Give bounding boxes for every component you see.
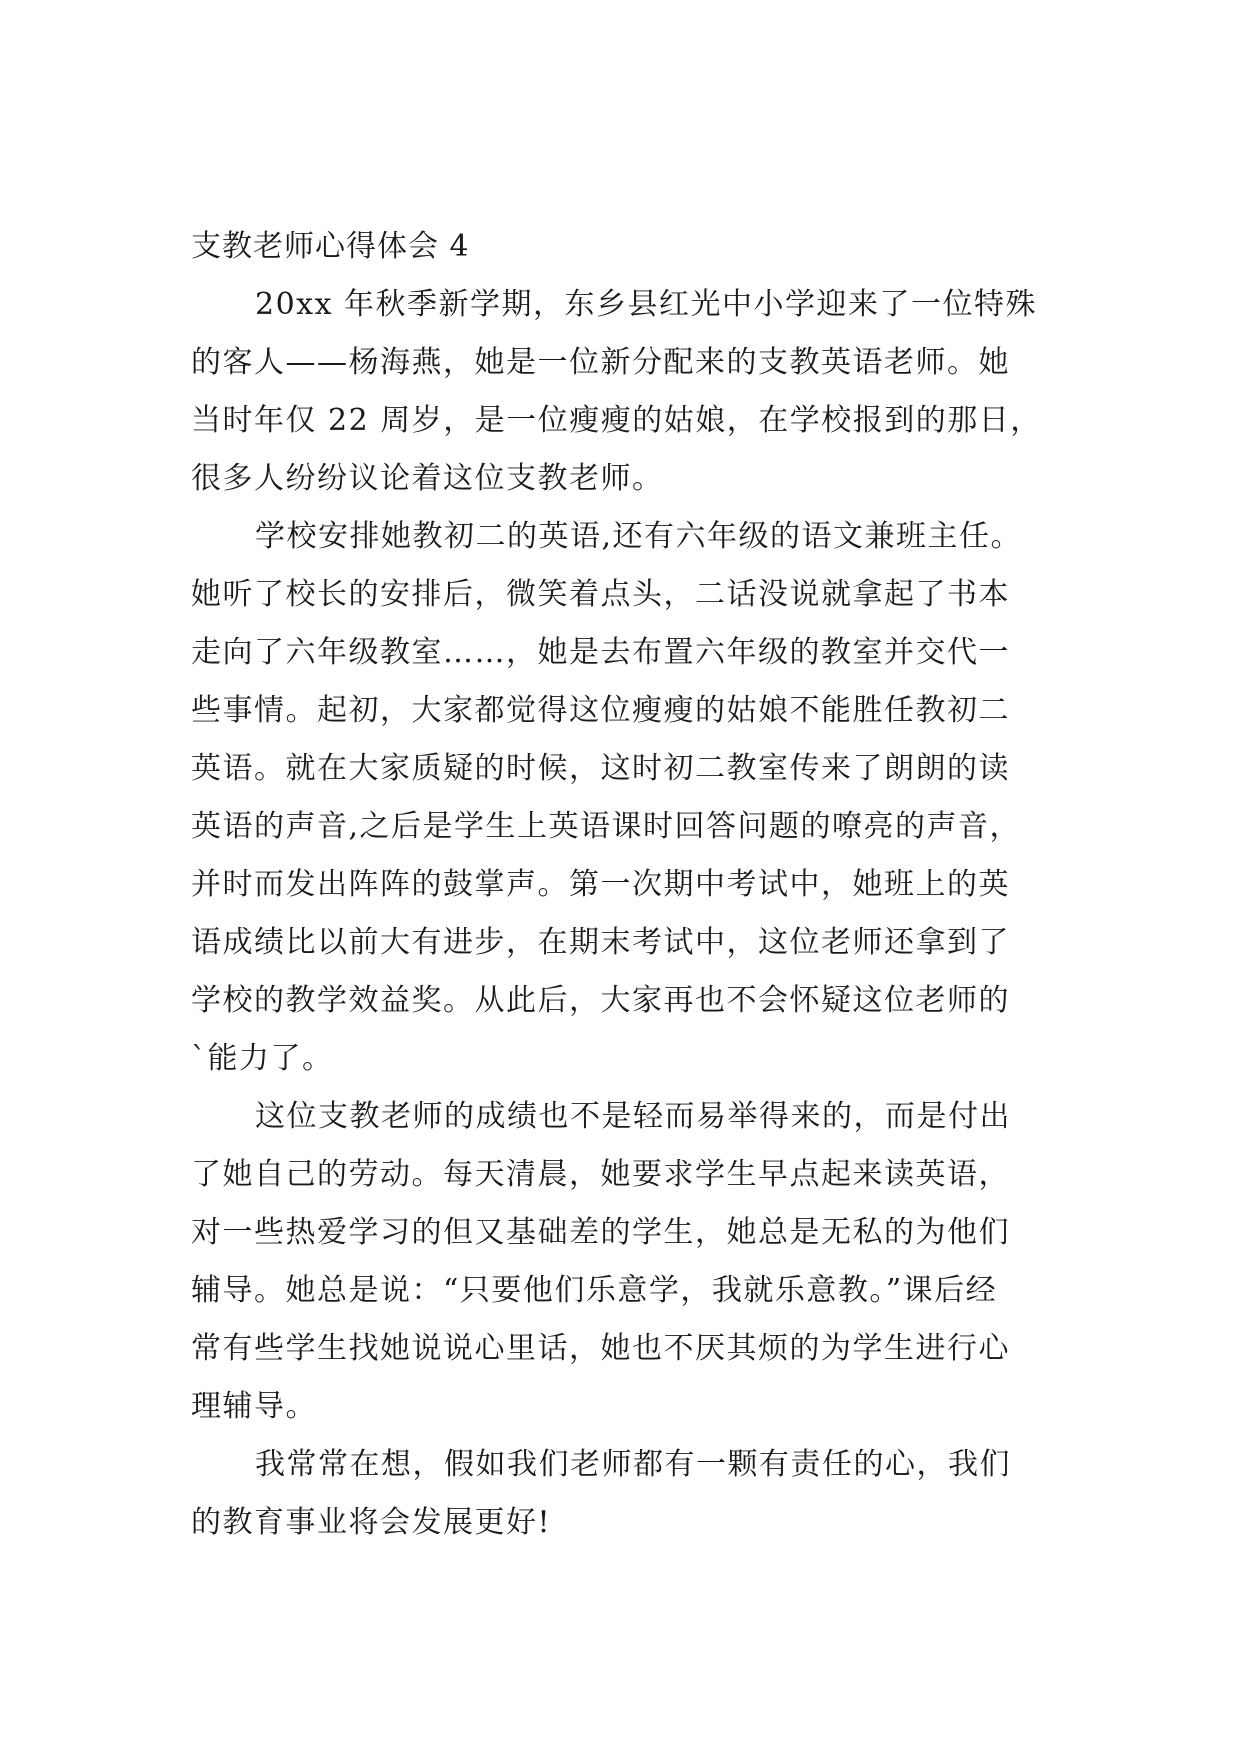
paragraph-line: 并时而发出阵阵的鼓掌声。第一次期中考试中，她班上的英 — [191, 867, 1010, 902]
paragraph-line: 英语。就在大家质疑的时候，这时初二教室传来了朗朗的读 — [191, 751, 1010, 786]
paragraph-line: 学校安排她教初二的英语,还有六年级的语文兼班主任。 — [255, 519, 1023, 554]
paragraph-line: 的教育事业将会发展更好! — [191, 1505, 552, 1540]
paragraph-line: 常有些学生找她说说心里话，她也不厌其烦的为学生进行心 — [191, 1331, 1010, 1366]
paragraph-line: 些事情。起初，大家都觉得这位瘦瘦的姑娘不能胜任教初二 — [191, 693, 1010, 728]
paragraph-line: 英语的声音,之后是学生上英语课时回答问题的嘹亮的声音， — [191, 809, 1022, 844]
paragraph-line: 理辅导。 — [191, 1389, 317, 1424]
paragraph-line: 走向了六年级教室……，她是去布置六年级的教室并交代一 — [191, 635, 1010, 670]
paragraph-line: 这位支教老师的成绩也不是轻而易举得来的，而是付出 — [255, 1099, 1011, 1134]
paragraph-line: 我常常在想，假如我们老师都有一颗有责任的心，我们 — [255, 1447, 1011, 1482]
document-title: 支教老师心得体会 4 — [191, 229, 470, 264]
paragraph-line: 学校的教学效益奖。从此后，大家再也不会怀疑这位老师的 — [191, 983, 1010, 1018]
paragraph-2 — [191, 508, 1059, 1088]
paragraph-line: 的客人——杨海燕，她是一位新分配来的支教英语老师。她 — [191, 345, 1010, 380]
paragraph-line: 当时年仅 22 周岁，是一位瘦瘦的姑娘，在学校报到的那日， — [191, 403, 1042, 438]
paragraph-4 — [191, 1436, 1059, 1552]
paragraph-line: `能力了。 — [191, 1041, 334, 1076]
paragraph-line: 对一些热爱学习的但又基础差的学生，她总是无私的为他们 — [191, 1215, 1010, 1250]
paragraph-line: 20xx 年秋季新学期，东乡县红光中小学迎来了一位特殊 — [255, 287, 1038, 322]
paragraph-line: 很多人纷纷议论着这位支教老师。 — [191, 461, 664, 496]
paragraph-line: 了她自己的劳动。每天清晨，她要求学生早点起来读英语， — [191, 1157, 1010, 1192]
paragraph-line: 辅导。她总是说：“只要他们乐意学，我就乐意教。”课后经 — [191, 1273, 998, 1308]
paragraph-3 — [191, 1088, 1059, 1436]
paragraph-line: 她听了校长的安排后，微笑着点头，二话没说就拿起了书本 — [191, 577, 1010, 612]
paragraph-line: 语成绩比以前大有进步，在期末考试中，这位老师还拿到了 — [191, 925, 1010, 960]
paragraph-1 — [191, 276, 1059, 508]
document-body — [191, 276, 1059, 1552]
